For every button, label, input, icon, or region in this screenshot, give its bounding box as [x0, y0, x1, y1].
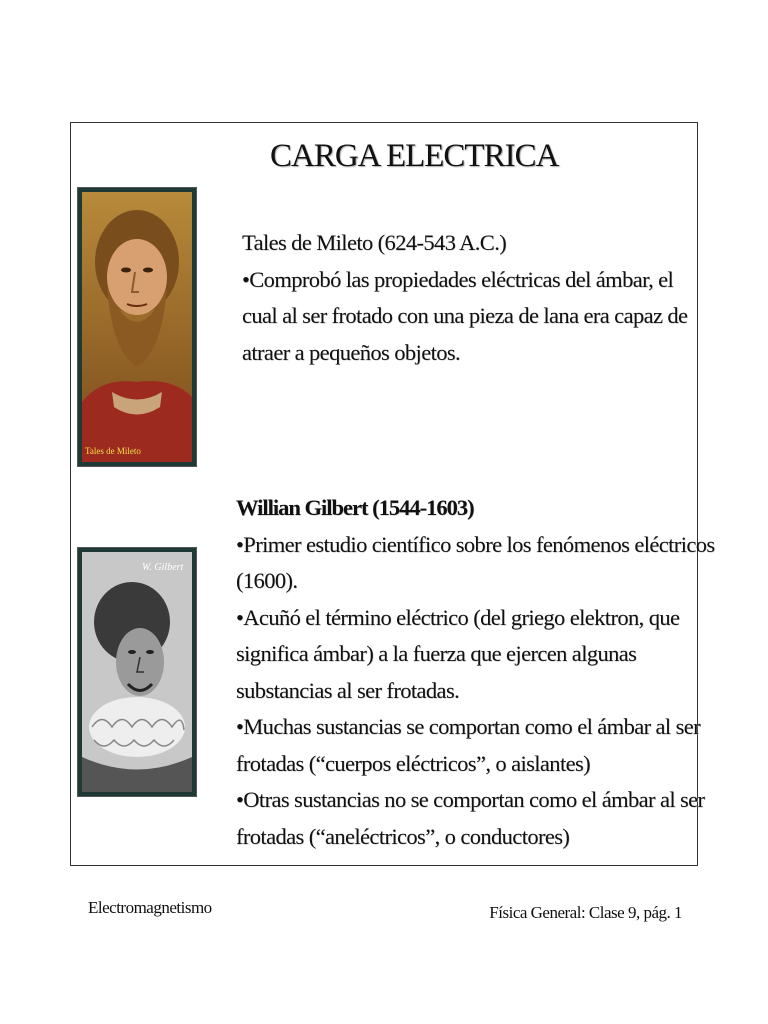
- gilbert-bullet-line: frotadas (“cuerpos eléctricos”, o aislantes): [236, 750, 591, 776]
- gilbert-section: [236, 490, 715, 855]
- tales-bullet-line: cual al ser frotado con una pieza de lana era capaz de: [242, 303, 688, 328]
- tales-bullet-line: •Comprobó las propiedades eléctricas del ámbar, el: [242, 266, 674, 292]
- gilbert-bullet-line: (1600).: [236, 568, 298, 593]
- gilbert-bullet-line: •Otras sustancias no se comportan como el ámbar al ser: [236, 787, 705, 812]
- footer-course-name: Electromagnetismo: [88, 898, 212, 917]
- gilbert-portrait-caption: W. Gilbert: [142, 562, 184, 573]
- thales-portrait-caption: Tales de Mileto: [85, 446, 141, 456]
- gilbert-bullet-line: frotadas (“aneléctricos”, o conductores): [236, 823, 570, 849]
- gilbert-portrait-image: [78, 548, 196, 796]
- tales-bullet-line: atraer a pequeños objetos.: [242, 339, 461, 365]
- footer-page-info: Física General: Clase 9, pág. 1: [489, 903, 682, 922]
- gilbert-bullet-line: significa ámbar) a la fuerza que ejercen algunas: [236, 641, 637, 666]
- tales-section: [242, 225, 692, 371]
- gilbert-heading: Willian Gilbert (1544-1603): [236, 495, 474, 520]
- thales-portrait-image: [78, 188, 196, 466]
- tales-heading: Tales de Mileto (624-543 A.C.): [242, 230, 507, 255]
- gilbert-bullet-line: substancias al ser frotadas.: [236, 677, 460, 703]
- gilbert-bullet-line: •Acuñó el término eléctrico (del griego elektron, que: [236, 604, 680, 630]
- slide-title: CARGA ELECTRICA: [270, 138, 559, 174]
- gilbert-bullet-line: •Primer estudio científico sobre los fenómenos eléctricos: [236, 531, 715, 557]
- gilbert-bullet-line: •Muchas sustancias se comportan como el ámbar al ser: [236, 714, 701, 739]
